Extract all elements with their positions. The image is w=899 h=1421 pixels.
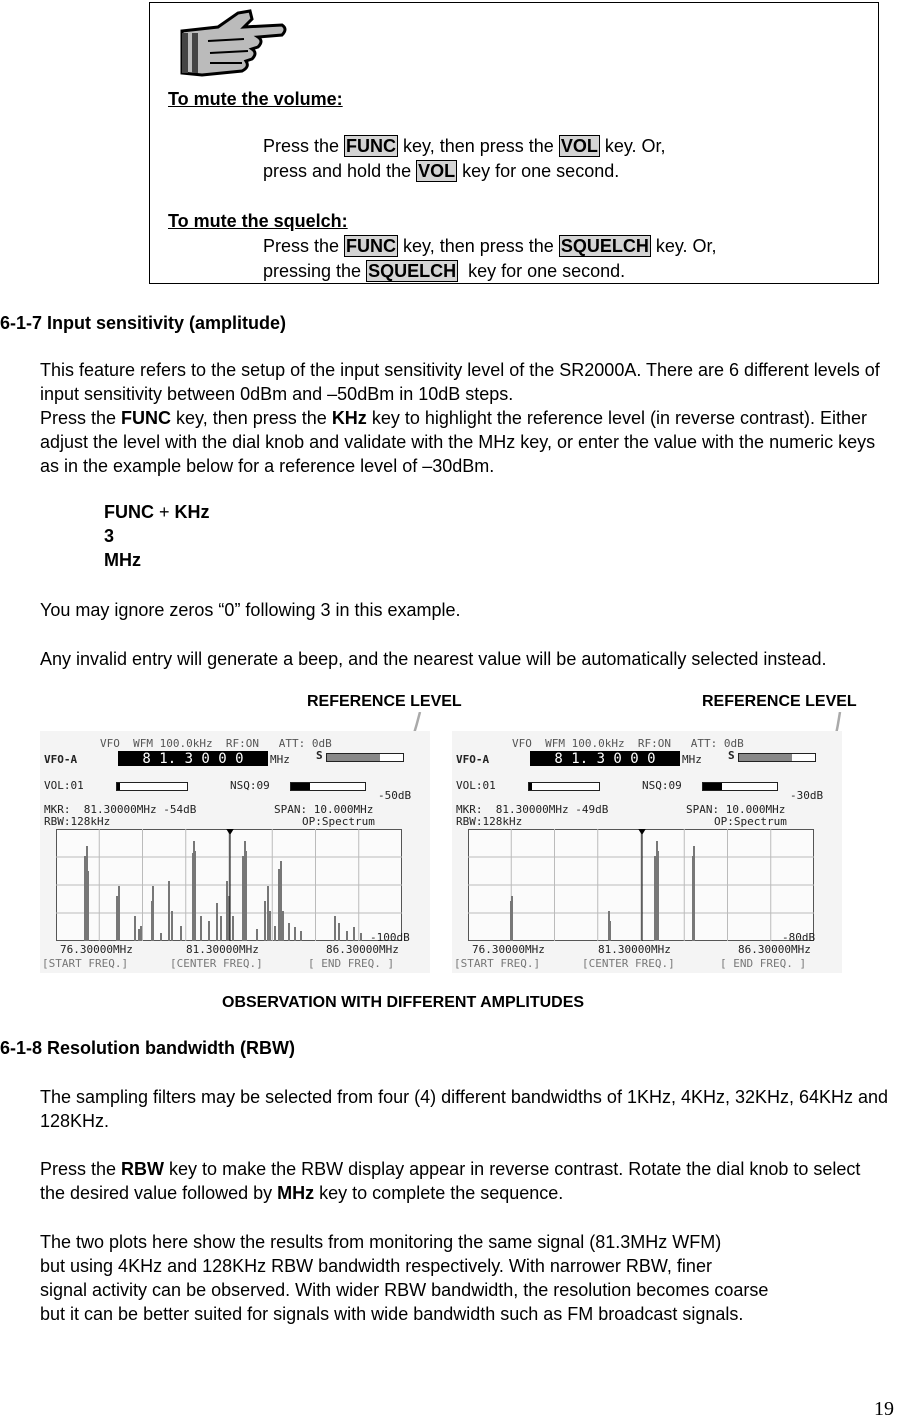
volume-line-2: press and hold the VOL key for one second. xyxy=(263,161,620,181)
squelch-line-2: pressing the SQUELCH key for one second. xyxy=(263,261,626,281)
operation-mode: OP:Spectrum xyxy=(302,815,375,828)
spectrum-peak xyxy=(280,861,282,941)
span-readout: SPAN: 10.000MHz xyxy=(274,803,374,816)
spectrum-peak xyxy=(118,886,120,941)
volume-label: VOL:01 xyxy=(44,779,84,792)
reference-level: -50dB xyxy=(378,789,412,802)
spectrum-peak xyxy=(220,916,222,941)
spectrum-peak xyxy=(269,911,271,941)
spectrum-peak xyxy=(216,903,218,941)
key-sequence: 3 xyxy=(104,526,115,546)
start-freq-button[interactable]: [START FREQ.] xyxy=(42,957,129,970)
spectrum-peak xyxy=(256,929,258,941)
spectrum-peak xyxy=(226,881,228,941)
figure-caption: OBSERVATION WITH DIFFERENT AMPLITUDES xyxy=(222,994,585,1011)
paragraph: The sampling filters may be selected from four (4) different bandwidths of 1KHz, 4KHz, 32KHz, 64KHz and 128KHz. xyxy=(40,1087,889,1131)
s-meter xyxy=(738,753,816,762)
bottom-level: -80dB xyxy=(782,931,816,944)
spectrum-peak xyxy=(267,886,269,941)
spectrum-peak xyxy=(242,856,244,941)
spectrum-peak xyxy=(609,921,611,941)
s-meter-label: S xyxy=(728,749,735,762)
note-box xyxy=(149,2,879,284)
spectrum-peak xyxy=(160,933,162,941)
spectrum-peak xyxy=(346,931,348,941)
squelch-label: NSQ:09 xyxy=(642,779,682,792)
unit-label: MHz xyxy=(270,753,290,766)
spectrum-peak xyxy=(168,881,170,941)
paragraph: Any invalid entry will generate a beep, and the nearest value will be automatically selected instead. xyxy=(40,649,827,669)
func-key: FUNC xyxy=(346,136,397,156)
spectrum-peak xyxy=(152,886,154,941)
key-sequence: MHz xyxy=(104,550,141,570)
spectrum-peak xyxy=(138,929,140,941)
spectrum-peak xyxy=(288,923,290,941)
center-freq-button[interactable]: [CENTER FREQ.] xyxy=(170,957,263,970)
spectrum-peak xyxy=(116,896,118,941)
volume-bar xyxy=(528,782,600,791)
vfo-label: VFO-A xyxy=(456,753,490,766)
spectrum-peak xyxy=(353,927,355,941)
volume-line-1: Press the FUNC key, then press the VOL key. Or, xyxy=(263,136,666,156)
unit-label: MHz xyxy=(682,753,702,766)
spectrum-peak xyxy=(360,933,362,941)
spectrum-screen-right xyxy=(452,731,842,973)
spectrum-plot xyxy=(468,829,814,941)
volume-heading: To mute the volume: xyxy=(168,89,343,109)
spectrum-peak xyxy=(134,916,136,941)
spectrum-screen-left xyxy=(40,731,430,973)
marker-readout: MKR: 81.30000MHz -54dB xyxy=(44,803,197,816)
spectrum-peak xyxy=(654,856,656,941)
paragraph: You may ignore zeros “0” following 3 in this example. xyxy=(40,600,461,620)
vol-key: VOL xyxy=(418,161,456,181)
rbw-readout: RBW:128kHz xyxy=(44,815,111,828)
reference-level-label: REFERENCE LEVEL xyxy=(307,693,462,710)
bottom-level: -100dB xyxy=(370,931,410,944)
s-meter-label: S xyxy=(316,749,323,762)
spectrum-peak xyxy=(140,926,142,941)
reference-level: -30dB xyxy=(790,789,824,802)
rbw-readout: RBW:128kHz xyxy=(456,815,523,828)
spectrum-plot xyxy=(56,829,402,941)
section-title-6-1-8: 6-1-8 Resolution bandwidth (RBW) xyxy=(0,1038,295,1058)
volume-bar xyxy=(116,782,188,791)
squelch-key: SQUELCH xyxy=(560,236,649,256)
paragraph: Press the FUNC key, then press the KHz key to highlight the reference level (in reverse contrast). Either adjust the level with the dial knob and validate with the MHz key, or enter the value with the numeric keys as in the example below for a reference level of –30dBm. xyxy=(40,408,876,476)
s-meter xyxy=(326,753,404,762)
spectrum-peak xyxy=(171,911,173,941)
status-row: VFO WFM 100.0kHz RF:ON ATT: 0dB xyxy=(512,737,744,750)
spectrum-peak xyxy=(338,923,340,941)
end-freq-button[interactable]: [ END FREQ. ] xyxy=(308,957,395,970)
spectrum-peak xyxy=(511,896,513,941)
spectrum-peak xyxy=(208,921,210,941)
squelch-heading: To mute the squelch: xyxy=(168,211,348,231)
squelch-key: SQUELCH xyxy=(368,261,457,281)
vol-key: VOL xyxy=(560,136,598,156)
spectrum-peak xyxy=(657,851,659,941)
marker-readout: MKR: 81.30000MHz -49dB xyxy=(456,803,609,816)
spectrum-peak xyxy=(245,851,247,941)
spectrum-peak xyxy=(693,846,695,941)
spectrum-peak xyxy=(294,927,296,941)
status-row: VFO WFM 100.0kHz RF:ON ATT: 0dB xyxy=(100,737,332,750)
volume-label: VOL:01 xyxy=(456,779,496,792)
end-freq-button[interactable]: [ END FREQ. ] xyxy=(720,957,807,970)
squelch-bar xyxy=(290,782,366,791)
spectrum-peak xyxy=(264,901,266,941)
squelch-label: NSQ:09 xyxy=(230,779,270,792)
spectrum-peak xyxy=(278,869,280,941)
spectrum-peak xyxy=(232,916,234,941)
spectrum-peak xyxy=(200,916,202,941)
spectrum-peak xyxy=(180,926,182,941)
vfo-label: VFO-A xyxy=(44,753,78,766)
center-frequency: 81.30000MHz xyxy=(186,943,259,956)
start-freq-button[interactable]: [START FREQ.] xyxy=(454,957,541,970)
spectrum-peak xyxy=(87,871,89,941)
key-sequence: FUNC + KHz xyxy=(104,502,210,522)
squelch-line-1: Press the FUNC key, then press the SQUELCH key. Or, xyxy=(263,236,717,256)
start-frequency: 76.30000MHz xyxy=(60,943,133,956)
spectrum-peak xyxy=(334,916,336,941)
spectrum-peak xyxy=(282,911,284,941)
spectrum-peak xyxy=(194,851,196,941)
center-frequency: 81.30000MHz xyxy=(598,943,671,956)
end-frequency: 86.30000MHz xyxy=(738,943,811,956)
start-frequency: 76.30000MHz xyxy=(472,943,545,956)
section-title-6-1-7: 6-1-7 Input sensitivity (amplitude) xyxy=(0,313,287,333)
center-freq-button[interactable]: [CENTER FREQ.] xyxy=(582,957,675,970)
pointing-hand-icon xyxy=(178,5,288,83)
paragraph: This feature refers to the setup of the input sensitivity level of the SR2000A. There are 6 different levels of input sensitivity between 0dBm and –50dBm in 10dB steps. xyxy=(40,360,880,404)
func-key: FUNC xyxy=(346,236,397,256)
span-readout: SPAN: 10.000MHz xyxy=(686,803,786,816)
frequency-display: 8 1. 3 0 0 0 xyxy=(530,751,680,766)
paragraph: Press the RBW key to make the RBW display appear in reverse contrast. Rotate the dial knob to select the desired value followed by MHz key to complete the sequence. xyxy=(40,1159,861,1203)
spectrum-peak xyxy=(274,926,276,941)
reference-level-label: REFERENCE LEVEL xyxy=(702,693,857,710)
end-frequency: 86.30000MHz xyxy=(326,943,399,956)
frequency-display: 8 1. 3 0 0 0 xyxy=(118,751,268,766)
squelch-bar xyxy=(702,782,778,791)
spectrum-peak xyxy=(300,931,302,941)
operation-mode: OP:Spectrum xyxy=(714,815,787,828)
page-number: 19 xyxy=(874,1398,894,1420)
paragraph: The two plots here show the results from monitoring the same signal (81.3MHz WFM) but using 4KHz and 128KHz RBW bandwidth respectively. With narrower RBW, finer signal activity can be observed. With wider RBW bandwidth, the resolution becomes coarse but it can be better suited for signals with wide bandwidth such as FM broadcast signals. xyxy=(40,1232,769,1324)
spectrum-peak xyxy=(84,856,86,941)
